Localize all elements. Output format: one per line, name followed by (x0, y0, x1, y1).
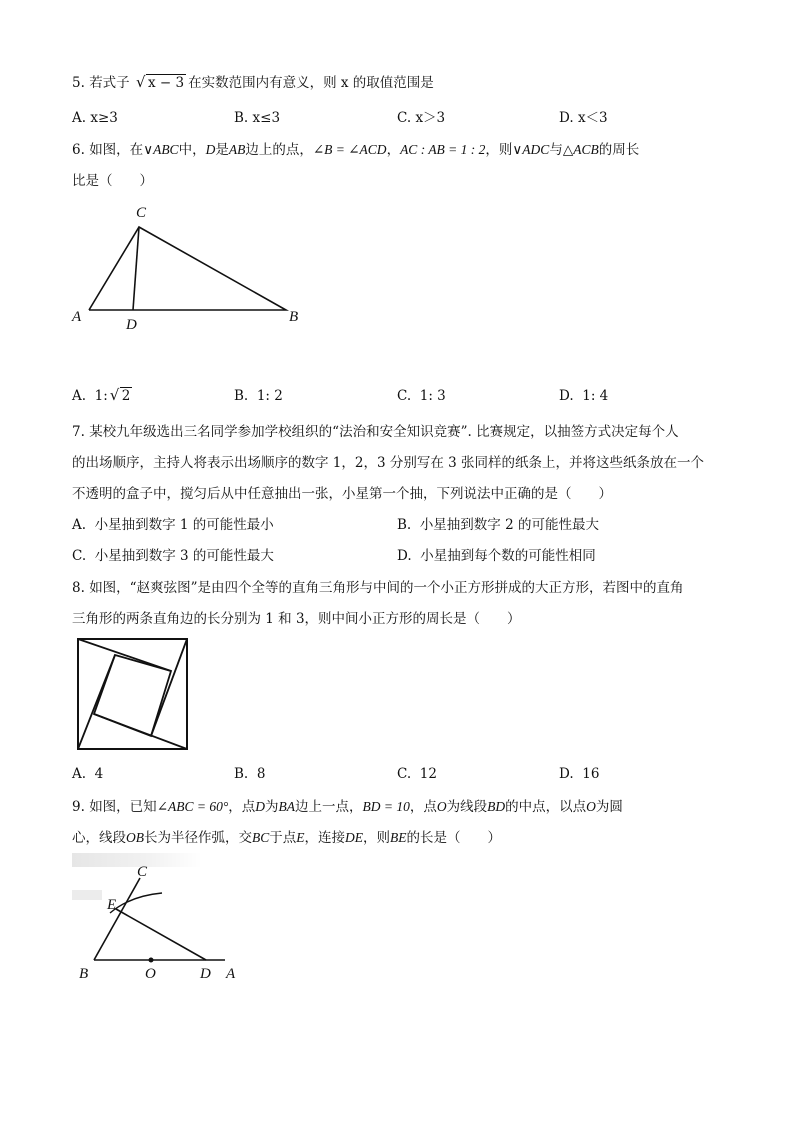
q8-option-a[interactable]: A. 4 (72, 766, 104, 782)
q7-option-b[interactable]: B. 小星抽到数字 2 的可能性最大 (397, 517, 599, 533)
q6-label-c: C (136, 205, 147, 221)
q9-stem-line2: 心，线段OB长为半径作弧，交BC于点E，连接DE，则BE的长是（ ） (72, 830, 502, 846)
q6-option-a-sqrt: √ 2 (109, 386, 131, 404)
q6-stem-line1: 6. 如图，在∨ABC中，D是AB边上的点，∠B = ∠ACD，AC : AB = 1 : 2，则∨ADC与△ACB的周长 (72, 142, 640, 158)
q7-option-c[interactable]: C. 小星抽到数字 3 的可能性最大 (72, 548, 274, 564)
q6-label-a: A (72, 309, 82, 325)
q7-stem-line3: 不透明的盒子中，搅匀后从中任意抽出一张，小星第一个抽，下列说法中正确的是（ ） (72, 486, 612, 502)
q9-label-c: C (137, 864, 148, 880)
q5-sqrt: √ x − 3 (135, 73, 185, 91)
q5-option-a[interactable]: A. x≥3 (72, 110, 118, 126)
q6-option-b[interactable]: B. 1: 2 (234, 388, 283, 404)
q9-label-d: D (200, 966, 211, 982)
q9-stem-line1: 9. 如图，已知∠ABC = 60°，点D为BA边上一点，BD = 10，点O为线段BD的中点，以点O为圆 (72, 799, 623, 815)
q5-option-b[interactable]: B. x≤3 (234, 110, 281, 126)
q7-option-a[interactable]: A. 小星抽到数字 1 的可能性最小 (72, 517, 274, 533)
q8-option-d[interactable]: D. 16 (559, 766, 600, 782)
q8-option-c[interactable]: C. 12 (397, 766, 437, 782)
q6-stem-line2: 比是（ ） (72, 173, 153, 189)
q9-point-o (149, 958, 154, 963)
q9-label-a: A (226, 966, 236, 982)
q5-option-d[interactable]: D. x＜3 (559, 110, 608, 126)
q7-stem-line2: 的出场顺序，主持人将表示出场顺序的数字 1，2，3 分别写在 3 张同样的纸条上，并将这些纸条放在一个 (72, 455, 705, 471)
q5-radicand: x − 3 (147, 75, 185, 91)
q9-label-o: O (145, 966, 156, 982)
q8-stem-line2: 三角形的两条直角边的长分别为 1 和 3，则中间小正方形的周长是（ ） (72, 611, 521, 627)
q7-option-d[interactable]: D. 小星抽到每个数的可能性相同 (397, 548, 596, 564)
q7-stem-line1: 7. 某校九年级选出三名同学参加学校组织的“法治和安全知识竞赛”. 比赛规定，以抽签方式决定每个人 (72, 424, 679, 440)
q6-option-a[interactable]: A. 1: √ 2 (72, 386, 131, 404)
q5-option-c[interactable]: C. x＞3 (397, 110, 446, 126)
q5-stem-pre: 若式子 (89, 75, 130, 91)
q5-stem-post: 在实数范围内有意义，则 x 的取值范围是 (188, 75, 434, 91)
q6-option-d[interactable]: D. 1: 4 (559, 388, 609, 404)
q6-option-c[interactable]: C. 1: 3 (397, 388, 446, 404)
q9-label-b: B (79, 966, 89, 982)
q5-number: 5. (72, 75, 85, 91)
q8-stem-line1: 8. 如图，“赵爽弦图”是由四个全等的直角三角形与中间的一个小正方形拼成的大正方形，若图中的直角 (72, 580, 684, 596)
q6-label-d: D (126, 317, 137, 333)
q8-option-b[interactable]: B. 8 (234, 766, 266, 782)
q9-segment-de (116, 909, 206, 960)
q9-label-e: E (107, 897, 117, 913)
q6-label-b: B (289, 309, 299, 325)
q6-tri-abc: ∨ABC (143, 142, 179, 157)
